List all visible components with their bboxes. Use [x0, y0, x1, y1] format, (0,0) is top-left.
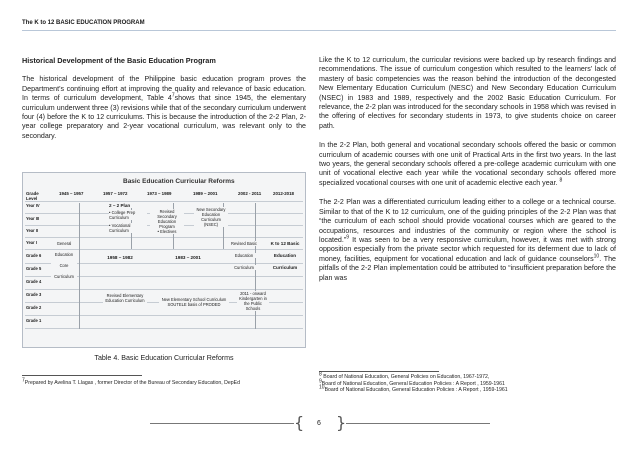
grade-year-4: Year IV	[26, 203, 40, 208]
right-column	[319, 56, 616, 293]
grade-5: Grade 5	[26, 266, 42, 271]
revised-secondary-program: Revised Secondary Education Program	[150, 209, 184, 229]
right-paragraph-1: Like the K to 12 curriculum, the curricular revisions were backed up by research findings and recommendations. The issue of curriculum congestion which resulted to the learners’ lack of mastery of basic competencies was the reason behind the introduction of the decongested New Elementary Education Curriculum (NESC) and New Secondary Education Curriculum (NSEC) in 1983 and 1989, respectively and the 2002 Basic Education Curriculum. For relevance, the 2-2 plan was introduced for the secondary schools in 1958 which was revised in the offering of electives for secondary students in 1973, to give students choice on career path.	[319, 56, 616, 130]
k12-label-c: Curriculum	[267, 265, 303, 270]
footnote-9-text: Board of National Education, General Education Policies : A Report , 1959-1961	[321, 380, 505, 387]
revised-elementary-curriculum: Revised Elementary Education Curriculum	[103, 293, 147, 303]
grade-year-2: Year II	[26, 228, 39, 233]
grid-line	[25, 249, 303, 250]
left-column	[22, 46, 306, 151]
footnote-ref-7: 7	[171, 92, 175, 99]
footnote-7-text: Prepared by Avelina T. Llagas , former Director of the Bureau of Secondary Education, DepEd	[24, 380, 240, 386]
plan-item-college-prep: • College Prep Curriculum	[109, 210, 147, 220]
p3-text-c: . The pitfalls of the 2-2 Plan implementation could be attributed to “insufficient preparation before the plan was	[319, 254, 616, 282]
footnote-8	[319, 371, 616, 381]
footer-rule-right	[346, 423, 490, 424]
curricular-reforms-figure	[22, 172, 306, 348]
grade-year-3: Year III	[26, 216, 40, 221]
nesc-label: New Elementary School Curriculum SOUTELE basis of PRODED	[159, 297, 229, 307]
figure-caption: Table 4. Basic Education Curricular Reforms	[94, 354, 234, 362]
footnote-ref-10: 10	[593, 253, 600, 260]
footnote-7-num: 7	[22, 377, 25, 384]
grade-4: Grade 4	[26, 279, 42, 284]
footer-brace-left: {	[294, 413, 305, 432]
plan-2-2: 2 – 2 Plan	[109, 203, 147, 208]
kindergarten-label: 2011 - onward Kindergarten in the Public Schools	[237, 291, 269, 311]
col-header-3: 1973 – 1989	[147, 191, 172, 196]
nsec-label: New Secondary Education Curriculum (NSEC)	[194, 207, 228, 227]
figure-title: Basic Education Curricular Reforms	[123, 178, 235, 185]
page-number: 6	[317, 420, 321, 427]
footnote-10-num: 10	[319, 384, 325, 391]
right-paragraph-2	[319, 141, 616, 188]
core-label: Core	[51, 263, 77, 268]
rbe-elem-b: Education	[229, 253, 259, 258]
grade-2: Grade 2	[26, 305, 42, 310]
k12-label-b: Education	[267, 253, 303, 258]
footnote-ref-9: 9	[346, 234, 349, 241]
grade-1: Grade 1	[26, 318, 42, 323]
p1-text-a: The historical development of the Philippine basic education program proves the Department’s continuing effort at improving the quality and relevance of basic education. In terms of curriculum development, Table 4	[22, 75, 306, 103]
education-label: Education	[51, 252, 77, 257]
footnote-8-text: Board of National Education, General Policies on Education, 1967-1972,	[323, 374, 490, 380]
grid-line	[25, 289, 303, 290]
footnote-rule-left	[22, 375, 142, 376]
rbe-elem-c: Curriculum	[229, 265, 259, 270]
footnote-7	[22, 377, 306, 387]
footnote-10-text: Board of National Education, General Education Policies : A Report , 1959-1961	[324, 387, 508, 394]
rbe-elem-a: Revised Basic	[229, 241, 259, 246]
p3-text-a: The 2-2 Plan was a differentiated curriculum leading either to a college or a technical course. Similar to that of the K to 12 curriculum, one of the guiding principles of the 2-2 Plan was that “the curriculum of each school should provide vocational courses which are geared to the occupations, resources and industries of the community or region where the school is located.”	[319, 198, 616, 244]
grid-line	[25, 237, 303, 238]
range-1958-1982: 1958 – 1982	[95, 255, 145, 260]
col-header-6: 2012-2018	[273, 191, 294, 196]
col-header-1: 1945 – 1957	[59, 191, 84, 196]
col-header-2: 1957 – 1972	[103, 191, 128, 196]
footnote-ref-8: 8	[559, 177, 563, 184]
col-header-4: 1989 – 2001	[193, 191, 218, 196]
k12-label-a: K to 12 Basic	[267, 241, 303, 246]
p3-text-b: It was seen to be a very responsive curriculum, however, it was met with strong opposition especially from the private sector which requested for its deferment due to lack of money, facilities, equipment for vocational education and lack of guidance counselors	[319, 235, 616, 263]
grid-line	[25, 315, 303, 316]
electives-item: • Electives	[150, 229, 184, 234]
grade-level-header: Grade Level	[26, 191, 39, 201]
running-header: The K to 12 BASIC EDUCATION PROGRAM	[22, 20, 145, 26]
col-header-5: 2002 - 2011	[238, 191, 262, 196]
plan-item-vocational: • Vocational Curriculum	[109, 223, 147, 233]
left-paragraph-1	[22, 75, 306, 141]
p2-text: In the 2-2 Plan, both general and vocational secondary schools offered the basic or common curriculum of academic courses with one unit of Practical Arts in the first two years. In the last two years, the general secondary schools offered a pre-college academic curriculum with one unit of vocational elective each year while the vocational secondary schools offered more specialized vocational courses with one unit of academic elective each year.	[319, 141, 616, 187]
footer-brace-right: }	[336, 413, 347, 432]
header-rule	[22, 30, 616, 31]
grade-6: Grade 6	[26, 253, 42, 258]
general-label: General	[51, 241, 77, 246]
footnote-rule-right	[319, 371, 439, 372]
timeline-arrow	[79, 203, 80, 329]
range-1983-2001: 1983 – 2001	[163, 255, 213, 260]
footnote-10	[319, 384, 616, 394]
grade-3: Grade 3	[26, 292, 42, 297]
right-paragraph-3	[319, 198, 616, 283]
footnotes-right	[319, 371, 616, 394]
footnote-9-num: 9	[319, 377, 322, 384]
grade-year-1: Year I	[26, 240, 37, 245]
grid-line	[25, 328, 303, 329]
p1-text-b: shows that since 1945, the elementary curriculum underwent three (3) revisions while that of the secondary curriculum underwent four (4) before the K to 12 curriculums. This is because the introduction of the 2-2 Plan, 2-year college preparatory and 2-year vocational curriculum, was relevant only to the secondary.	[22, 94, 306, 140]
grid-line	[25, 201, 303, 202]
section-title: Historical Development of the Basic Education Program	[22, 56, 216, 65]
curriculum-label: Curriculum	[51, 274, 77, 279]
footnote-8-num: 8	[319, 371, 322, 378]
